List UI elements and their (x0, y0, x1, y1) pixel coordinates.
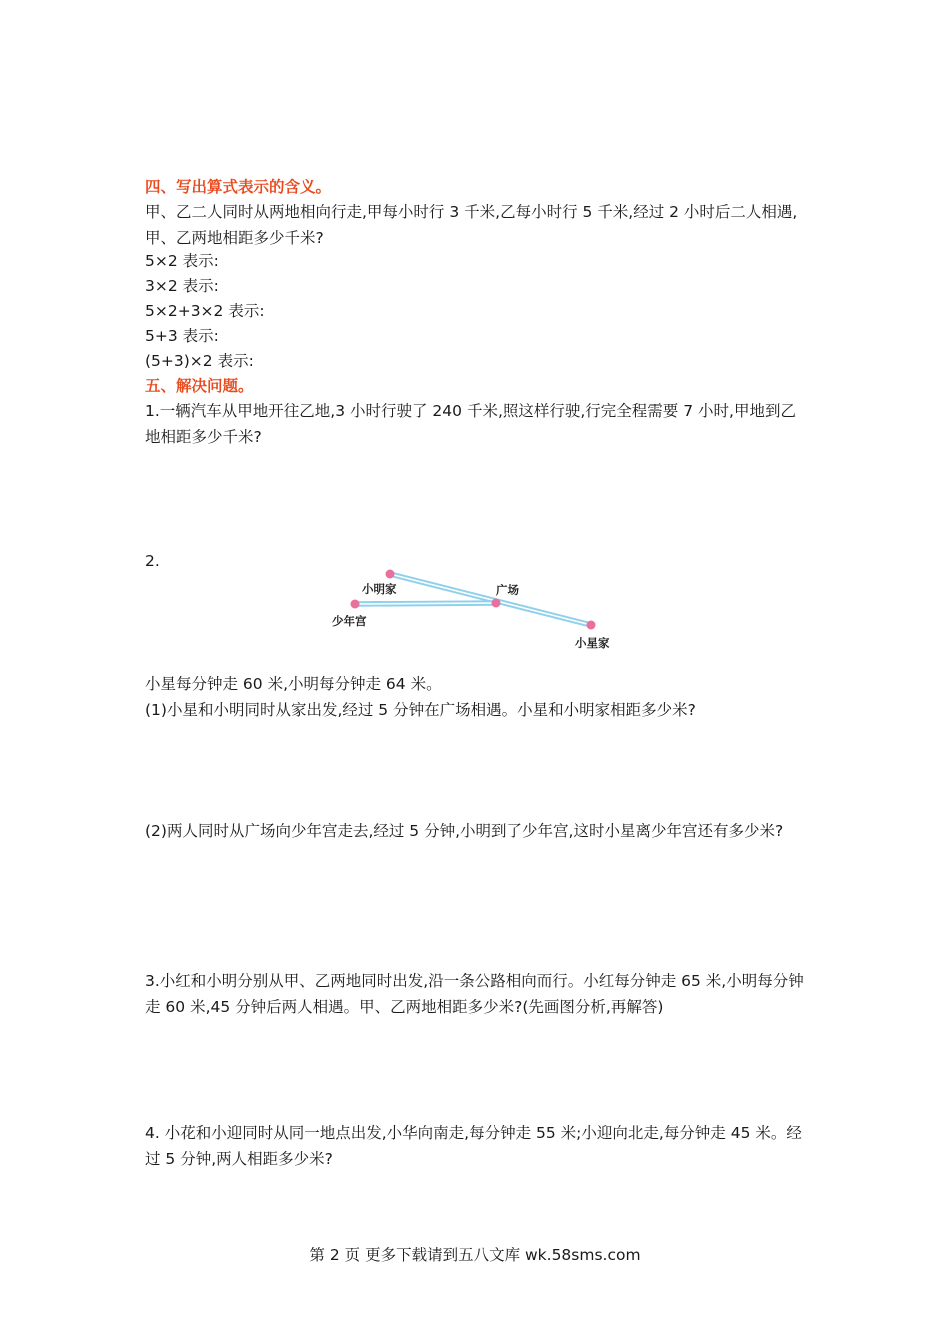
question-2-number: 2. (145, 552, 160, 570)
question-2-info: 小星每分钟走 60 米,小明每分钟走 64 米。 (145, 675, 442, 693)
section4-problem: 甲、乙二人同时从两地相向行走,甲每小时行 3 千米,乙每小时行 5 千米,经过 2 小时后二人相遇,甲、乙两地相距多少千米? (145, 203, 798, 247)
label-xiaoxing-home: 小星家 (575, 636, 610, 650)
question-4: 4. 小花和小迎同时从同一地点出发,小华向南走,每分钟走 55 米;小迎向北走,每分钟走 45 米。经过 5 分钟,两人相距多少米? (145, 1124, 802, 1168)
expression-5: (5+3)×2 表示: (145, 352, 254, 370)
label-xiaoming-home: 小明家 (362, 582, 397, 596)
expression-2: 3×2 表示: (145, 277, 219, 295)
point-youth-palace (351, 600, 360, 609)
road-xiaoming-to-xiaoxing (390, 574, 591, 625)
question-1: 1.一辆汽车从甲地开往乙地,3 小时行驶了 240 千米,照这样行驶,行完全程需要 7 小时,甲地到乙地相距多少千米? (145, 402, 796, 446)
question-2-part-2: (2)两人同时从广场向少年宫走去,经过 5 分钟,小明到了少年宫,这时小星离少年宫还有多少米? (145, 822, 784, 840)
expression-4: 5+3 表示: (145, 327, 219, 345)
point-xiaoming-home (386, 570, 395, 579)
label-youth-palace: 少年宫 (332, 614, 367, 628)
section5-heading: 五、解决问题。 (145, 377, 254, 395)
point-xiaoxing-home (587, 621, 596, 630)
question-3: 3.小红和小明分别从甲、乙两地同时出发,沿一条公路相向而行。小红每分钟走 65 米,小明每分钟走 60 米,45 分钟后两人相遇。甲、乙两地相距多少米?(先画图分析,再解答) (145, 972, 804, 1016)
label-plaza: 广场 (496, 583, 519, 597)
expression-1: 5×2 表示: (145, 252, 219, 270)
section4-heading: 四、写出算式表示的含义。 (145, 178, 332, 196)
page-footer: 第 2 页 更多下载请到五八文库 wk.58sms.com (309, 1246, 641, 1264)
expression-3: 5×2+3×2 表示: (145, 302, 265, 320)
question-2-part-1: (1)小星和小明同时从家出发,经过 5 分钟在广场相遇。小星和小明家相距多少米? (145, 701, 696, 719)
route-diagram (320, 562, 630, 658)
point-plaza (492, 599, 501, 608)
road-youth-palace-to-plaza (355, 603, 497, 604)
